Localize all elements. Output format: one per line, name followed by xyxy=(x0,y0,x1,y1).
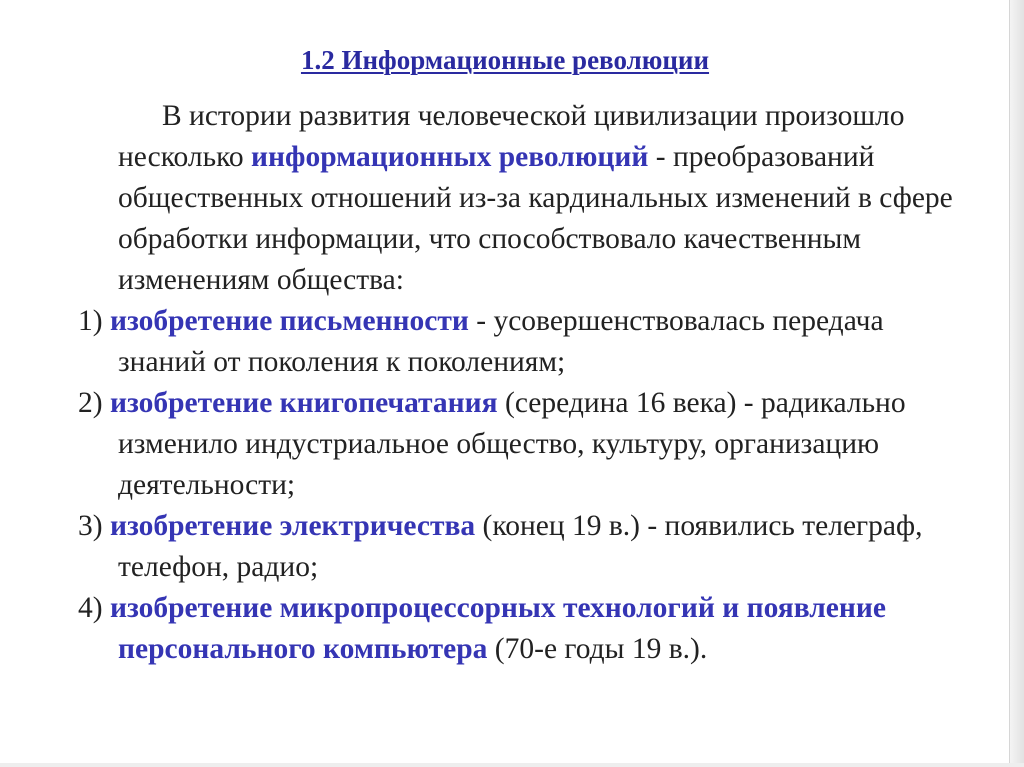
list-item-text: (конец 19 в.) - появились телеграф, телефон, радио; xyxy=(118,510,923,583)
list-item-3 xyxy=(78,506,968,588)
list-item-number: 3) xyxy=(78,510,103,542)
slide-title: 1.2 Информационные революции xyxy=(300,45,710,75)
list-item-2 xyxy=(78,383,968,506)
list-item-term: изобретение микропроцессорных технологий и появление персонального компьютера xyxy=(109,592,886,665)
slide-body xyxy=(78,96,968,670)
list-item-number: 4) xyxy=(78,592,103,624)
list-item-term: изобретение книгопечатания xyxy=(109,387,498,419)
list-item-number: 2) xyxy=(78,387,103,419)
list-item-text: - усовершенствовалась передача знаний от поколения к поколениям; xyxy=(118,305,884,378)
list-item-1 xyxy=(78,301,968,383)
slide-bottom-border xyxy=(0,763,1024,767)
list-item-number: 1) xyxy=(78,305,103,337)
intro-highlight-term: информационных революций xyxy=(251,141,649,173)
list-item-term: изобретение письменности xyxy=(109,305,469,337)
list-item-text: (середина 16 века) - радикально изменило индустриальное общество, культуру, организацию деятельности; xyxy=(118,387,906,501)
slide-right-border xyxy=(1009,0,1024,767)
intro-text-before: В истории развития человеческой цивилизации произошло несколько xyxy=(118,100,905,173)
revolutions-list xyxy=(78,301,968,670)
intro-paragraph xyxy=(78,96,968,301)
list-item-term: изобретение электричества xyxy=(109,510,476,542)
list-item-4 xyxy=(78,588,968,670)
list-item-text: (70-е годы 19 в.). xyxy=(487,633,708,665)
intro-text-after: - преобразований общественных отношений из-за кардинальных изменений в сфере обработки информации, что способствовало качественным изменениям общества: xyxy=(118,141,953,296)
